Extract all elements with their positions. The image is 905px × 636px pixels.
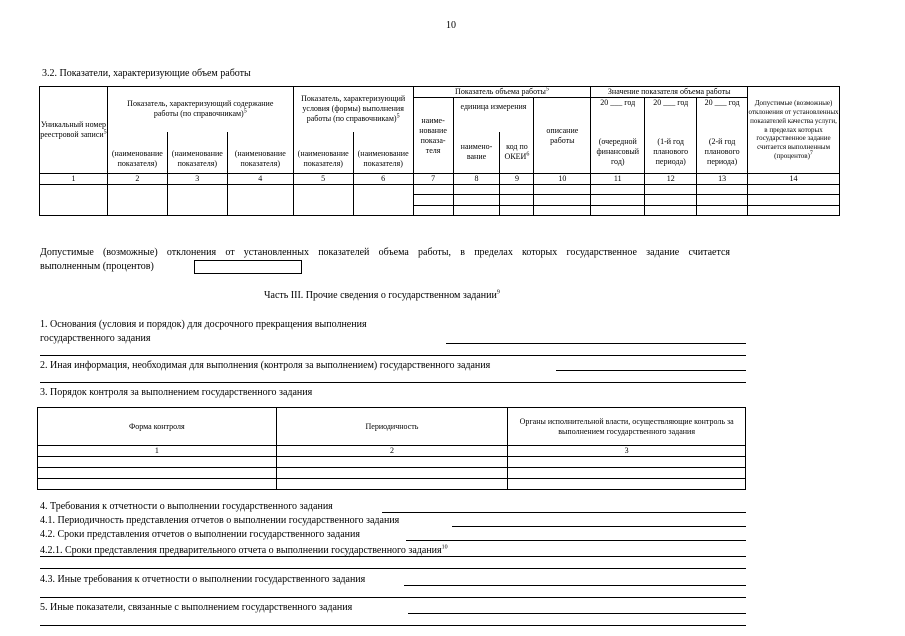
item2-fill-line-2[interactable] (40, 382, 746, 383)
deviation-note-line2: выполненным (процентов) (40, 261, 154, 272)
item4-2-1-fill-line[interactable] (40, 556, 746, 557)
col-number: 1 (40, 174, 108, 185)
col-number: 9 (500, 174, 534, 185)
header-periodicity: Периодичность (276, 408, 508, 446)
header-control-organs: Органы исполнительной власти, осуществляющие контроль за выполнением государственного задания (508, 408, 746, 446)
item5-label: 5. Иные показатели, связанные с выполнением государственного задания (40, 602, 353, 613)
item5-fill-line-2[interactable] (40, 625, 746, 626)
part3-title: Часть III. Прочие сведения о государственном задании$^9$ (264, 289, 500, 301)
conditions-indicator-1: (наименование показателя) (293, 132, 353, 174)
header-year1: 20 ___ год (591, 98, 645, 132)
item3-label: 3. Порядок контроля за выполнением государственного задания (40, 387, 313, 398)
header-content-indicator: Показатель, характеризующий содержание работы (по справочникам)$^5$ (107, 87, 293, 132)
content-indicator-1: (наименование показателя) (107, 132, 167, 174)
header-volume-indicator: Показатель объема работы$^5$ (413, 87, 591, 98)
col-number: 2 (276, 446, 508, 457)
deviation-percent-field[interactable] (194, 260, 302, 274)
header-year3-desc: (2-й год планового периода) (697, 132, 748, 174)
header-okei-code: код по ОКЕИ$^6$ (500, 132, 534, 174)
item4-2-1-label: 4.2.1. Сроки представления предварительного отчета о выполнении государственного задания$^{10}$ (40, 544, 448, 556)
item1-line1: 1. Основания (условия и порядок) для досрочного прекращения выполнения (40, 319, 367, 330)
table-row (38, 457, 746, 468)
header-unique-number: Уникальный номер реестровой записи$^5$ (40, 87, 108, 174)
item2-fill-line[interactable] (556, 370, 746, 371)
col-number: 1 (38, 446, 277, 457)
header-volume-value: Значение показателя объема работы (591, 87, 748, 98)
header-unit-name: наимено-вание (453, 132, 500, 174)
table-row (38, 468, 746, 479)
table-row (40, 185, 840, 195)
item4-label: 4. Требования к отчетности о выполнении государственного задания (40, 501, 333, 512)
conditions-indicator-2: (наименование показателя) (353, 132, 413, 174)
col-number: 8 (453, 174, 500, 185)
page-number: 10 (446, 20, 456, 31)
item4-2-fill-line[interactable] (406, 540, 746, 541)
col-number: 11 (591, 174, 645, 185)
item4-1-label: 4.1. Периодичность представления отчетов о выполнении государственного задания (40, 515, 400, 526)
item5-fill-line[interactable] (408, 613, 746, 614)
header-year2: 20 ___ год (645, 98, 697, 132)
column-numbers-row (40, 174, 840, 185)
content-indicator-3: (наименование показателя) (227, 132, 293, 174)
col-number: 14 (748, 174, 840, 185)
header-control-form: Форма контроля (38, 408, 277, 446)
header-year2-desc: (1-й год планового периода) (645, 132, 697, 174)
header-deviation: Допустимые (возможные) отклонения от установленных показателей качества услуги, в пределах которых государственное задание считается выполненным (процентов)$^7$ (748, 87, 840, 174)
col-number: 12 (645, 174, 697, 185)
col-number: 6 (353, 174, 413, 185)
section-title: 3.2. Показатели, характеризующие объем работы (42, 68, 251, 79)
col-number: 7 (413, 174, 453, 185)
col-number: 10 (534, 174, 591, 185)
content-indicator-2: (наименование показателя) (167, 132, 227, 174)
deviation-note-line1: Допустимые (возможные) отклонения от установленных показателей объема работы, в пределах которых государственное задание считается (40, 247, 730, 258)
item4-3-fill-line[interactable] (404, 585, 746, 586)
item1-fill-line[interactable] (446, 343, 746, 344)
header-year3: 20 ___ год (697, 98, 748, 132)
header-indicator-name: наиме-нование показа-теля (413, 98, 453, 174)
item2-label: 2. Иная информация, необходимая для выполнения (контроля за выполнением) государственного задания (40, 360, 491, 371)
item1-fill-line-2[interactable] (40, 355, 746, 356)
header-unit: единица измерения (453, 98, 534, 132)
item4-3-fill-line-2[interactable] (40, 597, 746, 598)
column-numbers-row (38, 446, 746, 457)
item4-2-1-fill-line-2[interactable] (40, 568, 746, 569)
col-number: 3 (167, 174, 227, 185)
col-number: 4 (227, 174, 293, 185)
header-conditions-indicator: Показатель, характеризующий условия (формы) выполнения работы (по справочникам)$^5$ (293, 87, 413, 132)
col-number: 5 (293, 174, 353, 185)
item4-1-fill-line[interactable] (452, 526, 746, 527)
col-number: 3 (508, 446, 746, 457)
header-year1-desc: (очередной финансовый год) (591, 132, 645, 174)
item1-line2: государственного задания (40, 333, 151, 344)
control-table (37, 407, 746, 490)
item4-fill-line[interactable] (382, 512, 746, 513)
header-work-description: описание работы (534, 98, 591, 174)
table-row (38, 479, 746, 490)
col-number: 2 (107, 174, 167, 185)
item4-2-label: 4.2. Сроки представления отчетов о выполнении государственного задания (40, 529, 360, 540)
volume-indicators-table (39, 86, 840, 216)
col-number: 13 (697, 174, 748, 185)
item4-3-label: 4.3. Иные требования к отчетности о выполнении государственного задания (40, 574, 366, 585)
